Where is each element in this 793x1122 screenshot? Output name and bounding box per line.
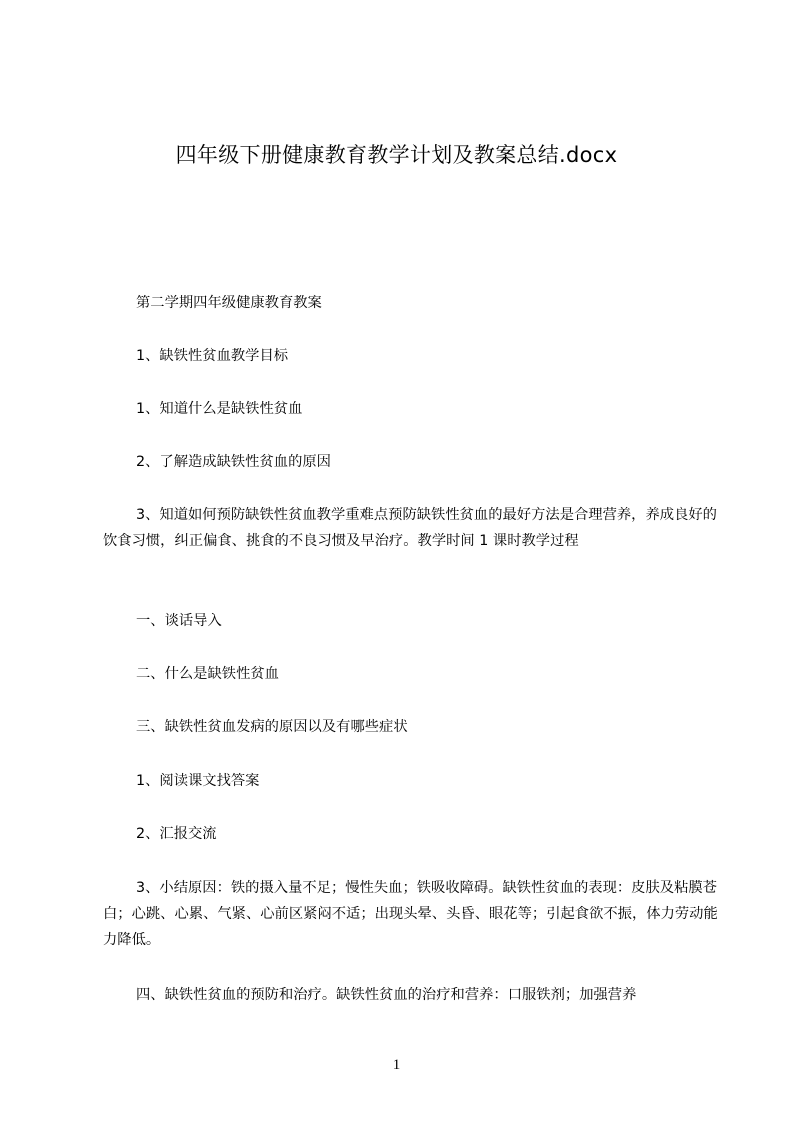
paragraph: 二、什么是缺铁性贫血 xyxy=(136,666,279,682)
paragraph: 1、阅读课文找答案 xyxy=(136,773,260,789)
paragraph: 2、了解造成缺铁性贫血的原因 xyxy=(136,454,331,470)
page-number: 1 xyxy=(392,1057,401,1073)
paragraph-multiline: 3、知道如何预防缺铁性贫血教学重难点预防缺铁性贫血的最好方法是合理营养，养成良好的饮食习惯，纠正偏食、挑食的不良习惯及早治疗。教学时间 1 课时教学过程 xyxy=(103,507,717,549)
paragraph: 四、缺铁性贫血的预防和治疗。缺铁性贫血的治疗和营养：口服铁剂；加强营养 xyxy=(136,987,637,1003)
document-title: 四年级下册健康教育教学计划及教案总结.docx xyxy=(175,143,618,167)
paragraph-heading: 第二学期四年级健康教育教案 xyxy=(136,295,322,311)
paragraph: 一、谈话导入 xyxy=(136,613,222,629)
paragraph: 1、知道什么是缺铁性贫血 xyxy=(136,401,303,417)
paragraph: 2、汇报交流 xyxy=(136,826,217,842)
paragraph: 1、缺铁性贫血教学目标 xyxy=(136,348,289,364)
paragraph: 三、缺铁性贫血发病的原因以及有哪些症状 xyxy=(136,719,408,735)
paragraph-multiline: 3、小结原因：铁的摄入量不足；慢性失血；铁吸收障碍。缺铁性贫血的表现：皮肤及粘膜苍白；心跳、心累、气紧、心前区紧闷不适；出现头晕、头昏、眼花等；引起食欲不振，体力劳动能力降低。 xyxy=(103,880,718,948)
